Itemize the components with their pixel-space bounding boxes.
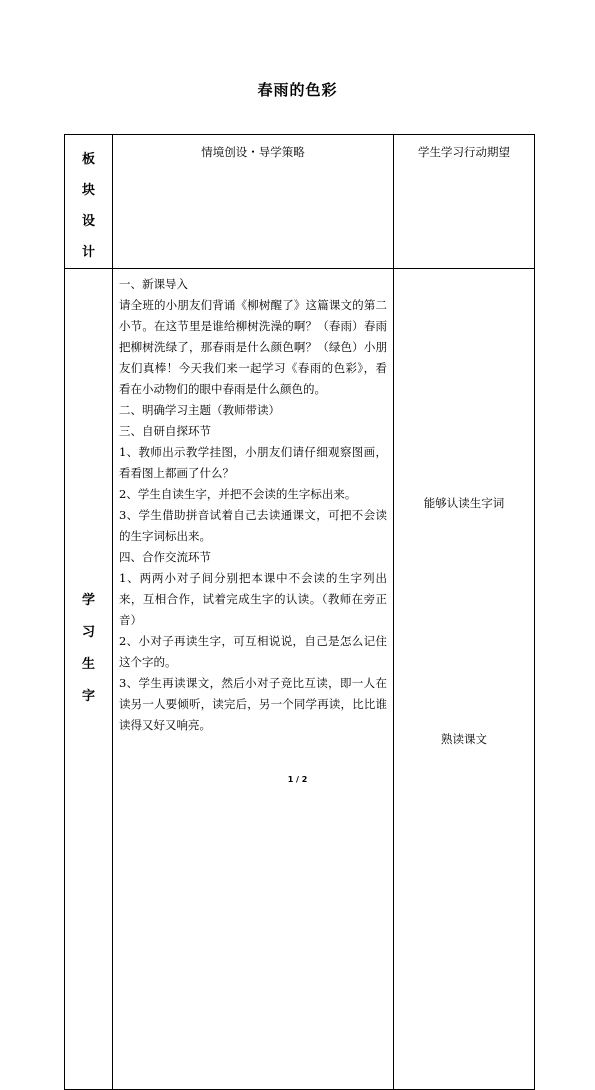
lesson-plan-table	[64, 134, 535, 1090]
content-paragraph: 3、学生借助拼音试着自己去读通课文，可把不会读的生字词标出来。	[119, 508, 387, 543]
content-paragraph: 一、新课导入	[119, 277, 188, 291]
board-label-char: 板	[81, 152, 95, 167]
study-label-char: 习	[81, 625, 95, 640]
lesson-content-cell	[113, 269, 394, 1090]
board-design-label	[65, 135, 113, 269]
study-label-char: 生	[81, 657, 95, 672]
strategy-column-header: 情境创设・导学策略	[113, 135, 394, 269]
expectation-column-header: 学生学习行动期望	[394, 135, 535, 269]
goal-read-text: 熟读课文	[441, 732, 487, 746]
table-header-row	[65, 135, 535, 269]
page-number: 1 / 2	[287, 775, 308, 784]
content-paragraph: 3、学生再读课文，然后小对子竞比互读，即一人在读另一人要倾听，读完后，另一个同学再读，比比谁读得又好又响亮。	[119, 676, 387, 732]
content-paragraph: 2、学生自读生字，并把不会读的生字标出来。	[119, 487, 357, 501]
expectation-cell	[394, 269, 535, 1090]
study-label-char: 字	[81, 689, 95, 704]
board-label-char: 设	[81, 214, 95, 229]
content-paragraph: 二、明确学习主题（教师带读）	[119, 403, 280, 417]
goal-recognize-words: 能够认读生字词	[423, 496, 505, 510]
table-row	[65, 269, 535, 1090]
content-paragraph: 四、合作交流环节	[119, 550, 211, 564]
content-paragraph: 三、自研自探环节	[119, 424, 211, 438]
content-paragraph: 1、教师出示教学挂图，小朋友们请仔细观察图画，看看图上都画了什么？	[119, 445, 387, 480]
study-characters-label	[65, 269, 113, 1090]
document-title: 春雨的色彩	[257, 81, 338, 99]
study-label-char: 学	[81, 593, 95, 608]
content-paragraph: 1、两两小对子间分别把本课中不会读的生字列出来，互相合作，试着完成生字的认读。（教师在旁正音）	[119, 571, 387, 627]
content-paragraph: 2、小对子再读生字，可互相说说，自己是怎么记住这个字的。	[119, 634, 387, 669]
content-paragraph: 请全班的小朋友们背诵《柳树醒了》这篇课文的第二小节。在这节里是谁给柳树洗澡的啊？（春雨）春雨把柳树洗绿了，那春雨是什么颜色啊？（绿色）小朋友们真棒！今天我们来一起学习《春雨的色彩》，看看在小动物们的眼中春雨是什么颜色的。	[119, 298, 387, 396]
board-label-char: 计	[81, 245, 95, 260]
board-label-char: 块	[81, 183, 95, 198]
